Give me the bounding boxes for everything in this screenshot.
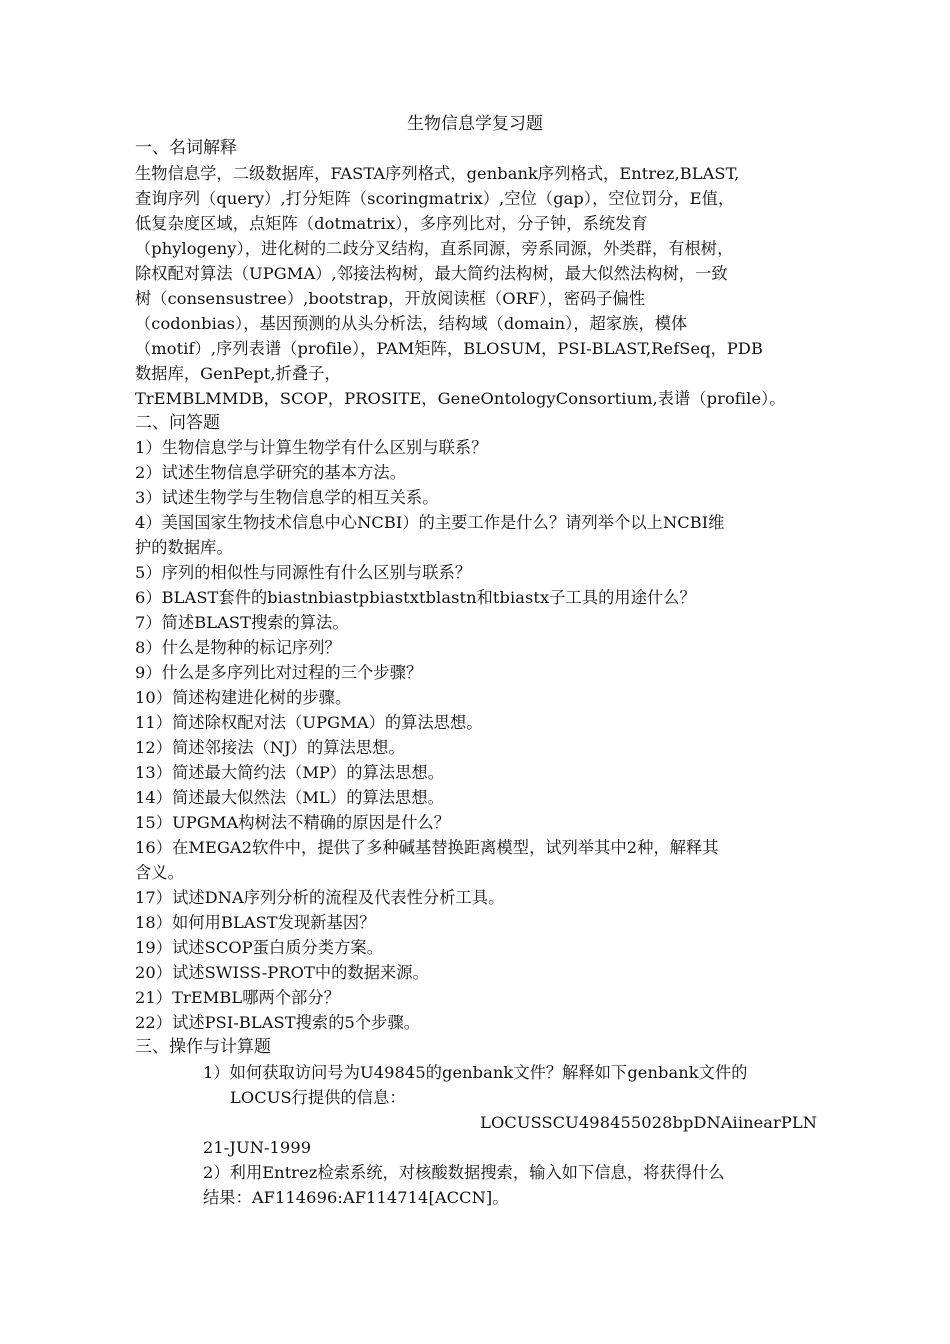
- question-line: 14）简述最大似然法（ML）的算法思想。: [135, 788, 444, 807]
- terms-line: （codonbias），基因预测的从头分析法，结构域（domain），超家族，模体: [135, 314, 688, 333]
- terms-line: 树（consensustree）,bootstrap，开放阅读框（ORF），密码子偏性: [135, 289, 646, 308]
- question-line: 5）序列的相似性与同源性有什么区别与联系？: [135, 563, 472, 582]
- question-line: 17）试述DNA序列分析的流程及代表性分析工具。: [135, 888, 505, 907]
- operation-question-2-cont: 结果：AF114696:AF114714[ACCN]。: [203, 1188, 509, 1207]
- question-line: 3）试述生物学与生物信息学的相互关系。: [135, 488, 439, 507]
- section-heading-operations: 三、操作与计算题: [135, 1037, 271, 1057]
- section-heading-terms: 一、名词解释: [135, 138, 237, 158]
- question-line: 12）简述邻接法（NJ）的算法思想。: [135, 738, 405, 757]
- operation-question-2: 2）利用Entrez检索系统，对核酸数据搜索，输入如下信息，将获得什么: [203, 1163, 725, 1182]
- question-line: 10）简述构建进化树的步骤。: [135, 688, 352, 707]
- question-line: 9）什么是多序列比对过程的三个步骤？: [135, 663, 423, 682]
- terms-line: 生物信息学，二级数据库，FASTA序列格式，genbank序列格式，Entrez,BLAST,: [135, 164, 740, 183]
- question-line: 4）美国国家生物技术信息中心NCBI）的主要工作是什么？请列举个以上NCBI维: [135, 513, 725, 532]
- question-line: 15）UPGMA构树法不精确的原因是什么？: [135, 813, 451, 832]
- question-line: 21）TrEMBL哪两个部分？: [135, 988, 340, 1007]
- question-line: 13）简述最大简约法（MP）的算法思想。: [135, 763, 445, 782]
- question-line: 护的数据库。: [135, 538, 233, 557]
- terms-line: 查询序列（query）,打分矩阵（scoringmatrix）,空位（gap），空位罚分，E值，: [135, 189, 735, 208]
- terms-line: 除权配对算法（UPGMA）,邻接法构树，最大简约法构树，最大似然法构树，一致: [135, 264, 728, 283]
- question-line: 2）试述生物信息学研究的基本方法。: [135, 463, 406, 482]
- section-heading-questions: 二、问答题: [135, 413, 220, 433]
- locus-line: LOCUSSCU498455028bpDNAiinearPLN: [480, 1113, 817, 1132]
- question-line: 16）在MEGA2软件中，提供了多种碱基替换距离模型，试列举其中2种，解释其: [135, 838, 719, 857]
- terms-line: （motif）,序列表谱（profile），PAM矩阵，BLOSUM，PSI-BLAST,RefSeq，PDB: [135, 339, 763, 358]
- terms-line: TrEMBLMMDB，SCOP，PROSITE，GeneOntologyConsortium,表谱（profile）。: [135, 389, 786, 408]
- question-line: 含义。: [135, 863, 184, 882]
- question-line: 19）试述SCOP蛋白质分类方案。: [135, 938, 383, 957]
- question-line: 6）BLAST套件的biastnbiastpbiastxtblastn和tbiastx子工具的用途什么？: [135, 588, 696, 607]
- terms-line: （phylogeny），进化树的二歧分叉结构，直系同源，旁系同源，外类群，有根树，: [135, 239, 734, 258]
- question-line: 7）简述BLAST搜索的算法。: [135, 613, 349, 632]
- question-line: 11）简述除权配对法（UPGMA）的算法思想。: [135, 713, 483, 732]
- locus-date: 21-JUN-1999: [203, 1138, 312, 1157]
- question-line: 20）试述SWISS-PROT中的数据来源。: [135, 963, 429, 982]
- document-title: 生物信息学复习题: [407, 114, 543, 134]
- question-line: 18）如何用BLAST发现新基因？: [135, 913, 376, 932]
- terms-line: 数据库，GenPept,折叠子，: [135, 364, 341, 383]
- question-line: 22）试述PSI-BLAST搜索的5个步骤。: [135, 1013, 421, 1032]
- terms-line: 低复杂度区域，点矩阵（dotmatrix），多序列比对，分子钟，系统发育: [135, 214, 648, 233]
- question-line: 8）什么是物种的标记序列？: [135, 638, 341, 657]
- question-line: 1）生物信息学与计算生物学有什么区别与联系？: [135, 438, 488, 457]
- operation-question-1-cont: LOCUS行提供的信息：: [230, 1088, 406, 1107]
- operation-question-1: 1）如何获取访问号为U49845的genbank文件？解释如下genbank文件的: [203, 1063, 748, 1082]
